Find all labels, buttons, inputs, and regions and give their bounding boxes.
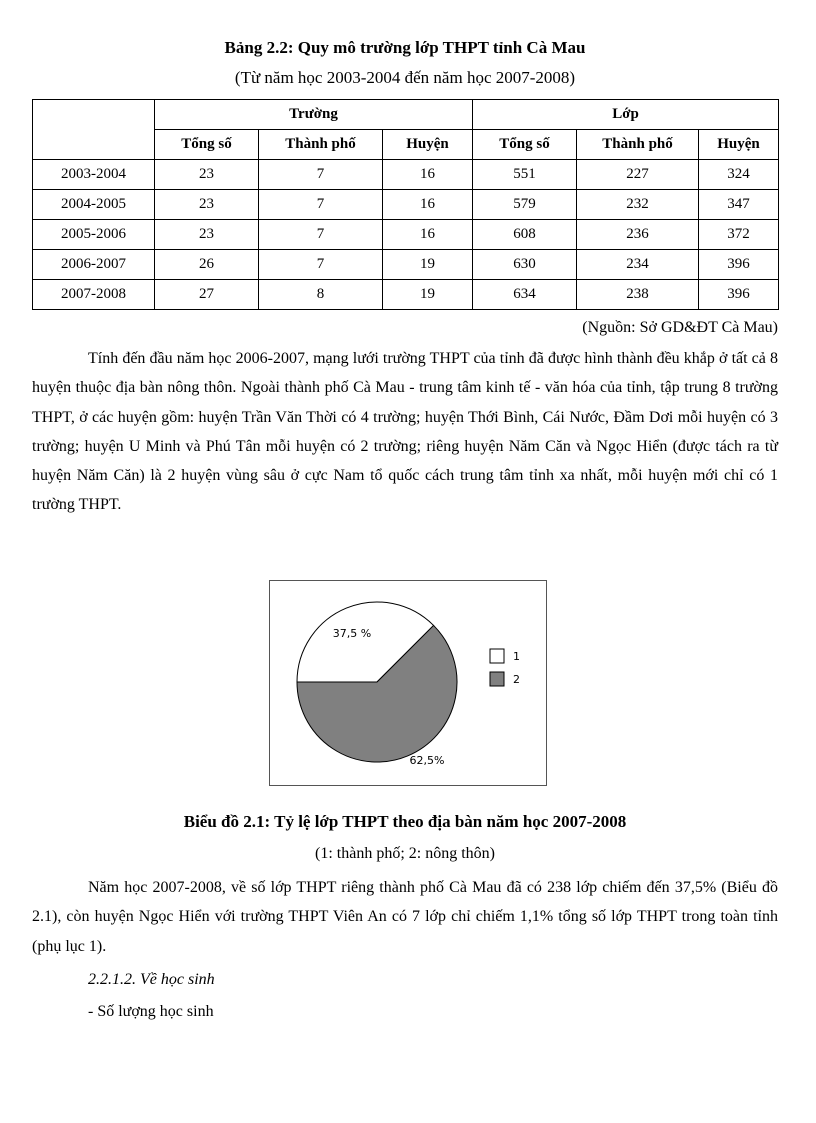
table-cell: 236: [577, 220, 699, 250]
table-cell: 16: [383, 220, 473, 250]
table-cell: 630: [473, 250, 577, 280]
table-cell: 16: [383, 160, 473, 190]
table-cell: 347: [699, 190, 779, 220]
table-cell: 579: [473, 190, 577, 220]
legend-label: 2: [513, 673, 520, 686]
year-header-cell: [33, 100, 155, 160]
chart-title: Biểu đồ 2.1: Tỷ lệ lớp THPT theo địa bàn năm học 2007-2008: [183, 812, 627, 831]
table-cell: 396: [699, 280, 779, 310]
table-cell: 23: [155, 220, 259, 250]
body-paragraph: Năm học 2007-2008, về số lớp THPT riêng thành phố Cà Mau đã có 238 lớp chiếm đến 37,5% (Biểu đồ 2.1), còn huyện Ngọc Hiển với trường THPT Viên An có 7 lớp chỉ chiếm 1,1% tổng số lớp THPT trong toàn tỉnh (phụ lục 1).: [32, 879, 778, 955]
table-row: [33, 190, 779, 220]
table-cell: 2005-2006: [33, 220, 155, 250]
table-cell: 7: [259, 160, 383, 190]
chart-subtitle: (1: thành phố; 2: nông thôn): [315, 845, 495, 862]
school-scale-table: [32, 99, 779, 310]
group-header-schools: Trường: [155, 100, 473, 130]
table-cell: 8: [259, 280, 383, 310]
table-cell: 238: [577, 280, 699, 310]
table-row: [33, 250, 779, 280]
table-cell: 372: [699, 220, 779, 250]
table-cell: 2004-2005: [33, 190, 155, 220]
column-header: Huyện: [699, 130, 779, 160]
group-header-classes: Lớp: [473, 100, 779, 130]
section-item: - Số lượng học sinh: [88, 1003, 214, 1020]
table-cell: 608: [473, 220, 577, 250]
legend-swatch: [490, 672, 504, 686]
table-cell: 2003-2004: [33, 160, 155, 190]
pie-chart: [269, 580, 547, 786]
table-cell: 23: [155, 190, 259, 220]
column-header: Tổng số: [473, 130, 577, 160]
table-cell: 19: [383, 250, 473, 280]
table-row: [33, 280, 779, 310]
table-cell: 23: [155, 160, 259, 190]
table-cell: 19: [383, 280, 473, 310]
pie-data-label: 37,5 %: [332, 627, 372, 640]
table-cell: 27: [155, 280, 259, 310]
table-cell: 26: [155, 250, 259, 280]
table-cell: 7: [259, 190, 383, 220]
table-cell: 324: [699, 160, 779, 190]
table-cell: 634: [473, 280, 577, 310]
body-paragraph: Tính đến đầu năm học 2006-2007, mạng lưới trường THPT của tỉnh đã được hình thành đều khắp ở tất cả 8 huyện thuộc địa bàn nông thôn. Ngoài thành phố Cà Mau - trung tâm kinh tế - văn hóa của tỉnh, tập trung 8 trường THPT, ở các huyện gồm: huyện Trần Văn Thời có 4 trường; huyện Thới Bình, Cái Nước, Đầm Dơi mỗi huyện có 3 trường; huyện U Minh và Phú Tân mỗi huyện có 2 trường; riêng huyện Năm Căn và Ngọc Hiển (được tách ra từ huyện Năm Căn) là 2 huyện vùng sâu ở cực Nam tổ quốc cách trung tâm tỉnh xa nhất, mỗi huyện mới chỉ có 1 trường THPT.: [32, 350, 778, 514]
table-cell: 7: [259, 220, 383, 250]
column-header: Huyện: [383, 130, 473, 160]
column-header: Thành phố: [259, 130, 383, 160]
pie-chart-svg: [270, 581, 546, 785]
table-cell: 232: [577, 190, 699, 220]
table-cell: 234: [577, 250, 699, 280]
table-source: (Nguồn: Sở GD&ĐT Cà Mau): [582, 319, 778, 336]
table-subtitle: (Từ năm học 2003-2004 đến năm học 2007-2008): [234, 68, 576, 87]
legend-swatch: [490, 649, 504, 663]
column-header: Thành phố: [577, 130, 699, 160]
column-header: Tổng số: [155, 130, 259, 160]
table-cell: 16: [383, 190, 473, 220]
table-title: Bảng 2.2: Quy mô trường lớp THPT tỉnh Cà Mau: [224, 38, 586, 57]
legend-label: 1: [513, 650, 520, 663]
table-row: [33, 220, 779, 250]
table-cell: 2007-2008: [33, 280, 155, 310]
table-cell: 227: [577, 160, 699, 190]
table-cell: 7: [259, 250, 383, 280]
table-cell: 2006-2007: [33, 250, 155, 280]
table-row: [33, 160, 779, 190]
table-cell: 396: [699, 250, 779, 280]
table-cell: 551: [473, 160, 577, 190]
pie-data-label: 62,5%: [409, 754, 445, 767]
section-heading: 2.2.1.2. Về học sinh: [88, 971, 215, 988]
